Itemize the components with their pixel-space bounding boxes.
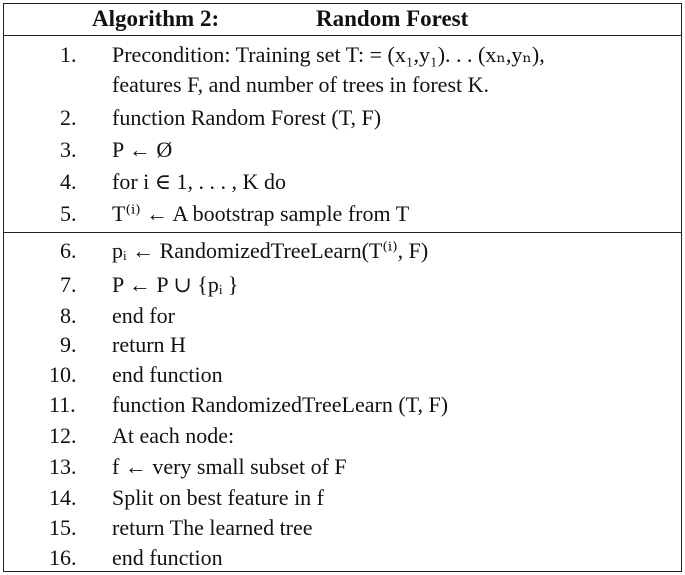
- step-text: Precondition: Training set T: = (x₁,y₁). . . (xₙ,yₙ),: [112, 42, 545, 67]
- step-number: 11.: [49, 392, 76, 417]
- step-number: 8.: [60, 303, 77, 328]
- step-text: end function: [112, 362, 223, 387]
- algorithm-header: [4, 4, 681, 36]
- algorithm-title: Random Forest: [316, 6, 469, 31]
- step-number: 2.: [60, 105, 77, 130]
- step-number: 14.: [49, 485, 77, 510]
- algorithm-box: [3, 3, 682, 572]
- step-text: P ← Ø: [112, 137, 173, 162]
- step-number: 16.: [49, 545, 77, 570]
- step-text: function RandomizedTreeLearn (T, F): [112, 392, 449, 417]
- step-number: 5.: [60, 201, 77, 226]
- step-text: for i ∈ 1, . . . , K do: [112, 169, 286, 194]
- step-number: 10.: [49, 362, 77, 387]
- step-number: 13.: [49, 454, 77, 479]
- step-number: 9.: [60, 332, 77, 357]
- step-text: return The learned tree: [112, 515, 313, 540]
- step-text: T⁽ⁱ⁾ ← A bootstrap sample from T: [112, 201, 410, 226]
- step-number: 6.: [60, 238, 77, 263]
- step-text: pᵢ ← RandomizedTreeLearn(T⁽ⁱ⁾, F): [112, 238, 429, 263]
- step-number: 1.: [60, 42, 77, 67]
- step-text: end function: [112, 545, 223, 570]
- step-text: return H: [112, 332, 186, 357]
- step-text: f ← very small subset of F: [112, 454, 347, 479]
- section-divider: [4, 232, 681, 233]
- step-number: 12.: [49, 423, 77, 448]
- step-number: 7.: [60, 272, 77, 297]
- step-text: At each node:: [112, 423, 235, 448]
- step-text: end for: [112, 303, 175, 328]
- step-number: 15.: [49, 515, 77, 540]
- step-text: function Random Forest (T, F): [112, 105, 382, 130]
- algorithm-name: Algorithm 2:: [92, 6, 220, 31]
- step-text: P ← P ∪ {pᵢ }: [112, 272, 239, 297]
- step-text: Split on best feature in f: [112, 485, 325, 510]
- step-text-continuation: features F, and number of trees in forest K.: [112, 72, 490, 97]
- step-number: 3.: [60, 137, 77, 162]
- step-number: 4.: [60, 169, 77, 194]
